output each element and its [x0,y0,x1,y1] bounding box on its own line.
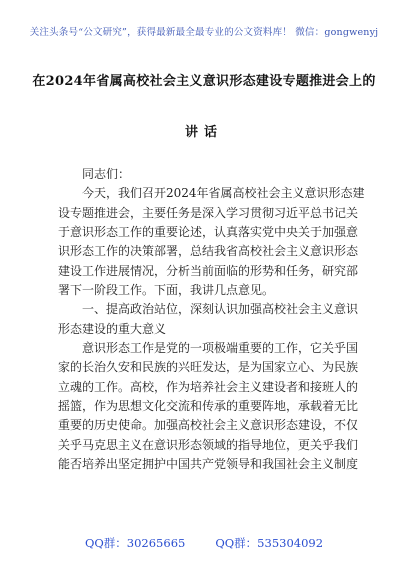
body-line: 建设工作进展情况，分析当前面临的形势和任务，研究部 [58,263,359,278]
body-line: 识形态工作的决策部署，总结我省高校社会主义意识形态 [58,244,359,259]
qq-group-1: QQ群：30265665 [84,536,186,550]
document-body [58,165,365,475]
body-line: 署下一阶段工作。下面，我讲几点意见。 [58,283,275,298]
header-note: 关注头条号“公文研究”，获得最新最全最专业的公文资料库！ 微信：gongwenyj [29,27,379,38]
salutation: 同志们： [82,167,131,181]
section-heading: 一、提高政治站位，深刻认识加强高校社会主义意识 [82,302,359,317]
body-line: 能否培养出坚定拥护中国共产党领导和我国社会主义制度 [58,457,359,472]
body-line: 关乎马克思主义在意识形态领域的指导地位，更关乎我们 [58,437,359,452]
qq-group-2: QQ群：535304092 [215,536,324,550]
body-line: 立魂的工作。高校，作为培养社会主义建设者和接班人的 [58,379,359,394]
footer-contact [0,535,408,551]
body-line: 设专题推进会，主要任务是深入学习贯彻习近平总书记关 [58,205,359,220]
section-heading-continued: 形态建设的重大意义 [58,321,167,336]
body-line: 重要的历史使命。加强高校社会主义意识形态建设，不仅 [58,418,359,433]
document-title: 在2024年省属高校社会主义意识形态建设专题推进会上的 [32,74,376,89]
document-title-continued: 讲话 [184,125,223,140]
body-line: 摇篮，作为思想文化交流和传承的重要阵地，承载着无比 [58,399,359,414]
body-line: 意识形态工作是党的一项极端重要的工作，它关乎国 [82,341,359,356]
body-line: 今天，我们召开2024年省属高校社会主义意识形态建 [82,186,365,201]
body-line: 于意识形态工作的重要论述，认真落实党中央关于加强意 [58,225,359,240]
body-line: 家的长治久安和民族的兴旺发达，是为国家立心、为民族 [58,360,359,375]
